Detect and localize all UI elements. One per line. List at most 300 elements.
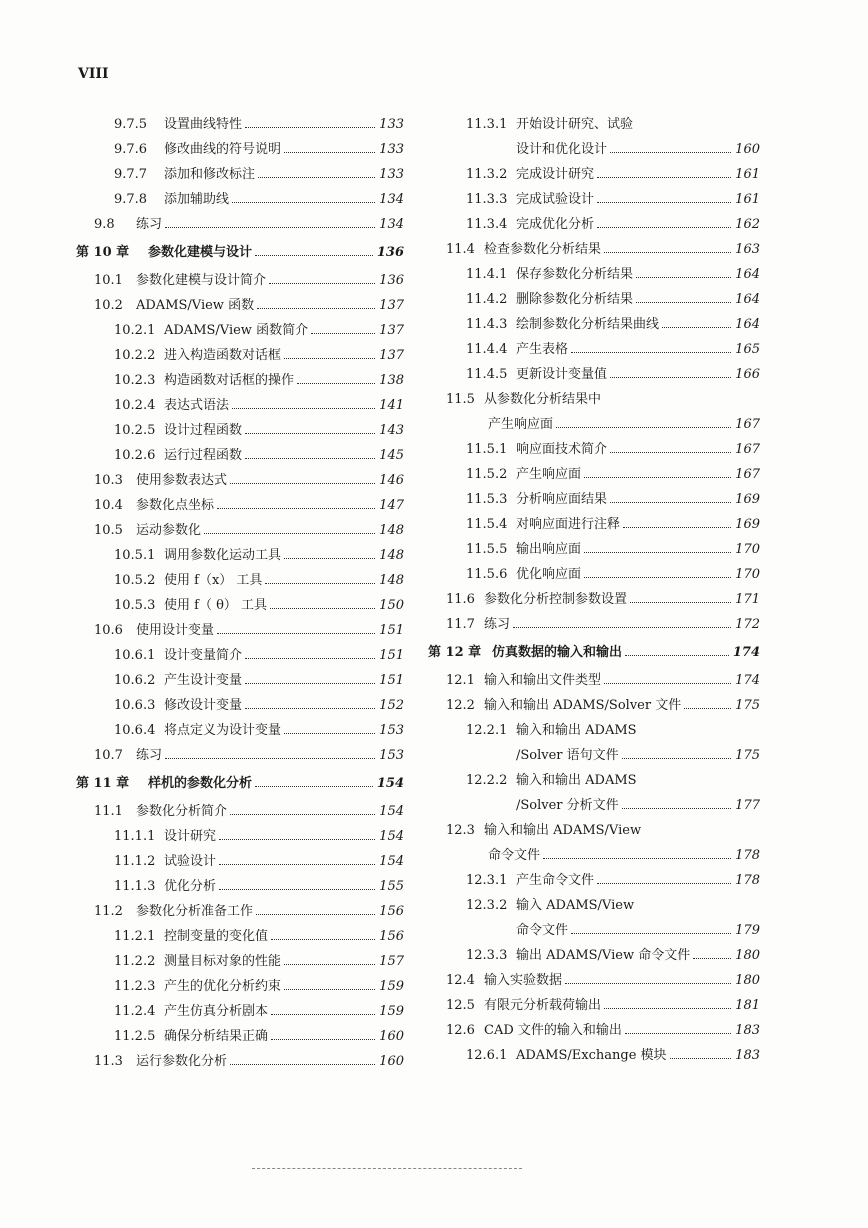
toc-entry [76,368,404,393]
toc-number: 12.3 [446,823,475,838]
toc-number: 11.4.5 [466,367,508,382]
leader-dots [219,839,375,840]
toc-number: 11.5.1 [466,442,508,457]
leader-dots [165,227,375,228]
toc-entry [76,568,404,593]
toc-title: 命令文件 [488,848,541,863]
toc-title: 确保分析结果正确 [164,1029,269,1044]
leader-dots [543,858,731,859]
toc-page-number: 167 [735,417,760,432]
toc-title: 产生设计变量 [164,673,243,688]
toc-page-number: 164 [735,292,760,307]
leader-dots [271,1039,375,1040]
leader-dots [604,252,731,253]
toc-number: 12.2.2 [466,773,508,788]
leader-dots [597,227,731,228]
toc-title: 优化响应面 [516,567,582,582]
toc-entry [428,1018,760,1043]
toc-title: 将点定义为设计变量 [164,723,282,738]
toc-entry [428,237,760,262]
toc-number: 11.1.1 [114,829,156,844]
toc-page-number: 141 [379,398,404,413]
toc-title: 输入和输出 ADAMS/Solver 文件 [484,698,682,713]
toc-title: 练习 [136,217,163,232]
toc-right-column [428,112,760,1068]
toc-title: 输入实验数据 [484,973,563,988]
page-number: VIII [78,66,109,82]
toc-number: 9.7.8 [114,192,148,207]
toc-title: 设计和优化设计 [516,142,608,157]
toc-entry [76,643,404,668]
toc-number: 11.4.4 [466,342,508,357]
toc-entry [428,462,760,487]
toc-entry [76,974,404,999]
toc-number: 10.6 [94,623,123,638]
leader-dots [556,427,731,428]
toc-entry [428,262,760,287]
toc-entry [428,893,760,943]
leader-dots [636,302,731,303]
toc-page-number: 133 [379,142,404,157]
leader-dots [265,583,375,584]
toc-page-number: 181 [735,998,760,1013]
toc-entry [76,799,404,824]
toc-page-number: 148 [379,548,404,563]
toc-page-number: 164 [735,267,760,282]
toc-page-number: 136 [376,245,404,260]
toc-number: 12.6.1 [466,1048,508,1063]
toc-number: 10.5.3 [114,598,156,613]
toc-entry [76,593,404,618]
leader-dots [636,277,731,278]
leader-dots [245,658,375,659]
leader-dots [219,864,375,865]
toc-number: 12.5 [446,998,475,1013]
toc-title: 对响应面进行注释 [516,517,621,532]
toc-title: 产生响应面 [516,467,582,482]
toc-page-number: 138 [379,373,404,388]
leader-dots [255,255,373,256]
toc-number: 11.5.4 [466,517,508,532]
toc-number: 11.3.3 [466,192,508,207]
toc-number: 10.2.4 [114,398,156,413]
toc-number: 12.3.2 [466,898,508,913]
toc-title: 构造函数对话框的操作 [164,373,295,388]
toc-page-number: 151 [379,673,404,688]
toc-entry [76,418,404,443]
toc-number: 10.5 [94,523,123,538]
leader-dots [693,958,731,959]
toc-number: 11.5.6 [466,567,508,582]
toc-title: 仿真数据的输入和输出 [492,645,623,660]
toc-number: 11.5.2 [466,467,508,482]
leader-dots [284,989,375,990]
toc-page-number: 174 [735,673,760,688]
toc-entry [428,562,760,587]
toc-number: 11.3.1 [466,117,508,132]
toc-title: 开始设计研究、试验 [516,117,634,132]
toc-title: /Solver 语句文件 [516,748,619,763]
toc-page-number: 137 [379,298,404,313]
leader-dots [610,452,731,453]
toc-page-number: 160 [379,1054,404,1069]
toc-entry [76,618,404,643]
toc-title: 输入和输出 ADAMS/View [484,823,642,838]
leader-dots [245,683,375,684]
toc-page-number: 148 [379,523,404,538]
toc-title: 产生表格 [516,342,569,357]
toc-number: 第 12 章 [428,645,482,660]
toc-page-number: 175 [735,698,760,713]
leader-dots [604,683,731,684]
toc-chapter-entry [428,637,760,668]
toc-page-number: 159 [379,1004,404,1019]
toc-entry [428,212,760,237]
toc-number: 9.7.6 [114,142,148,157]
leader-dots [571,933,731,934]
toc-page-number: 154 [379,854,404,869]
toc-title: 练习 [136,748,163,763]
toc-entry [76,162,404,187]
toc-page-number: 178 [735,848,760,863]
toc-page-number: 179 [735,923,760,938]
toc-page-number: 136 [379,273,404,288]
toc-page-number: 170 [735,567,760,582]
toc-number: 11.2.3 [114,979,156,994]
toc-page-number: 174 [732,645,760,660]
toc-page-number: 171 [735,592,760,607]
leader-dots [217,633,375,634]
toc-entry [76,493,404,518]
toc-title: 运动参数化 [136,523,202,538]
toc-entry [428,362,760,387]
toc-number: 11.1.3 [114,879,156,894]
toc-page-number: 154 [376,776,404,791]
leader-dots [625,655,729,656]
leader-dots [684,708,731,709]
toc-number: 9.8 [94,217,115,232]
leader-dots [297,383,375,384]
toc-title: 运行参数化分析 [136,1054,228,1069]
toc-title: 输出响应面 [516,542,582,557]
toc-entry [428,993,760,1018]
toc-number: 11.2.5 [114,1029,156,1044]
toc-number: 12.3.3 [466,948,508,963]
toc-entry [428,187,760,212]
toc-title: 响应面技术简介 [516,442,608,457]
leader-dots [245,708,375,709]
leader-dots [284,964,375,965]
toc-chapter-entry [76,237,404,268]
toc-entry [428,612,760,637]
leader-dots [284,358,375,359]
toc-title: 产生的优化分析约束 [164,979,282,994]
toc-title: 删除参数化分析结果 [516,292,634,307]
toc-number: 10.7 [94,748,123,763]
leader-dots [565,983,731,984]
toc-page-number: 161 [735,167,760,182]
toc-number: 10.6.2 [114,673,156,688]
toc-title: 调用参数化运动工具 [164,548,282,563]
leader-dots [662,327,731,328]
toc-page-number: 133 [379,117,404,132]
toc-page-number: 151 [379,623,404,638]
toc-entry [76,668,404,693]
toc-entry [76,924,404,949]
toc-title: ADAMS/View 函数简介 [164,323,309,338]
toc-page-number: 177 [735,798,760,813]
toc-page-number: 175 [735,748,760,763]
toc-entry [76,849,404,874]
toc-title: 表达式语法 [164,398,230,413]
toc-page-number: 148 [379,573,404,588]
toc-page-number: 166 [735,367,760,382]
leader-dots [219,889,375,890]
toc-entry [428,487,760,512]
leader-dots [513,627,731,628]
toc-title: 运行过程函数 [164,448,243,463]
toc-entry [76,899,404,924]
toc-title: 命令文件 [516,923,569,938]
toc-page-number: 133 [379,167,404,182]
toc-entry [428,818,760,868]
leader-dots [630,602,731,603]
leader-dots [271,939,375,940]
toc-entry [76,212,404,237]
toc-page-number: 155 [379,879,404,894]
toc-title: 进入构造函数对话框 [164,348,282,363]
leader-dots [622,758,732,759]
toc-number: 10.4 [94,498,123,513]
toc-number: 11.5.3 [466,492,508,507]
toc-entry [428,287,760,312]
toc-title: 参数化分析控制参数设置 [484,592,628,607]
toc-entry [76,293,404,318]
toc-entry [76,318,404,343]
toc-number: 10.1 [94,273,123,288]
leader-dots [622,808,732,809]
toc-entry [76,518,404,543]
toc-title: 控制变量的变化值 [164,929,269,944]
toc-title: 练习 [484,617,511,632]
toc-page-number: 183 [735,1023,760,1038]
leader-dots [165,758,375,759]
toc-title: ADAMS/View 函数 [136,298,255,313]
toc-number: 10.2 [94,298,123,313]
toc-entry [76,443,404,468]
toc-title: CAD 文件的输入和输出 [484,1023,622,1038]
leader-dots [597,883,731,884]
toc-page-number: 145 [379,448,404,463]
toc-page-number: 164 [735,317,760,332]
toc-title: 输入 ADAMS/View [516,898,635,913]
toc-entry [428,112,760,162]
leader-dots [217,508,375,509]
toc-title: 使用 f（ θ） 工具 [164,598,268,613]
toc-title: 添加辅助线 [164,192,230,207]
leader-dots [284,558,375,559]
leader-dots [584,552,731,553]
toc-page-number: 160 [379,1029,404,1044]
toc-title: 完成试验设计 [516,192,595,207]
toc-entry [76,187,404,212]
toc-title: 参数化建模与设计 [148,245,253,260]
toc-number: 10.6.4 [114,723,156,738]
leader-dots [232,408,375,409]
toc-title: 产生仿真分析剧本 [164,1004,269,1019]
toc-title: 完成设计研究 [516,167,595,182]
toc-number: 9.7.7 [114,167,148,182]
toc-page-number: 160 [735,142,760,157]
leader-dots [230,814,375,815]
toc-page-number: 146 [379,473,404,488]
toc-page-number: 167 [735,442,760,457]
leader-dots [255,786,373,787]
toc-title: /Solver 分析文件 [516,798,619,813]
toc-title: 完成优化分析 [516,217,595,232]
toc-page-number: 180 [735,948,760,963]
toc-entry [76,743,404,768]
toc-entry [428,943,760,968]
toc-page-number: 165 [735,342,760,357]
toc-entry [428,312,760,337]
toc-number: 9.7.5 [114,117,148,132]
toc-number: 10.3 [94,473,123,488]
toc-title: 设置曲线特性 [164,117,243,132]
leader-dots [270,608,375,609]
toc-title: ADAMS/Exchange 模块 [516,1048,667,1063]
toc-entry [76,268,404,293]
toc-number: 第 11 章 [76,776,130,791]
toc-number: 10.5.1 [114,548,156,563]
toc-page-number: 154 [379,829,404,844]
toc-entry [76,874,404,899]
toc-title: 绘制参数化分析结果曲线 [516,317,660,332]
toc-title: 设计研究 [164,829,217,844]
leader-dots [232,202,375,203]
toc-title: 添加和修改标注 [164,167,256,182]
toc-entry [428,387,760,437]
leader-dots [610,502,731,503]
footer-rule [252,1168,522,1169]
leader-dots [245,458,375,459]
toc-entry [428,768,760,818]
toc-entry [428,512,760,537]
toc-page-number: 157 [379,954,404,969]
leader-dots [670,1058,732,1059]
leader-dots [584,577,731,578]
toc-title: 保存参数化分析结果 [516,267,634,282]
toc-number: 12.2.1 [466,723,508,738]
toc-number: 11.1.2 [114,854,156,869]
toc-page-number: 170 [735,542,760,557]
toc-entry [428,718,760,768]
leader-dots [311,333,375,334]
toc-number: 11.6 [446,592,475,607]
toc-page-number: 137 [379,323,404,338]
leader-dots [230,1064,375,1065]
toc-number: 11.7 [446,617,475,632]
toc-page-number: 159 [379,979,404,994]
toc-title: 设计过程函数 [164,423,243,438]
toc-title: 分析响应面结果 [516,492,608,507]
toc-title: 优化分析 [164,879,217,894]
toc-entry [428,537,760,562]
toc-chapter-entry [76,768,404,799]
toc-number: 11.3 [94,1054,123,1069]
toc-number: 10.5.2 [114,573,156,588]
toc-title: 参数化分析准备工作 [136,904,254,919]
toc-page-number: 156 [379,929,404,944]
toc-page-number: 137 [379,348,404,363]
toc-page-number: 178 [735,873,760,888]
toc-number: 11.4 [446,242,475,257]
toc-number: 12.3.1 [466,873,508,888]
toc-page-number: 169 [735,517,760,532]
leader-dots [269,283,375,284]
toc-number: 11.4.1 [466,267,508,282]
toc-title: 测量目标对象的性能 [164,954,282,969]
toc-page-number: 147 [379,498,404,513]
toc-entry [76,343,404,368]
leader-dots [597,202,731,203]
toc-entry [76,999,404,1024]
toc-page-number: 180 [735,973,760,988]
toc-entry [76,824,404,849]
toc-number: 10.2.6 [114,448,156,463]
toc-title: 参数化点坐标 [136,498,215,513]
toc-page-number: 169 [735,492,760,507]
toc-number: 11.4.2 [466,292,508,307]
toc-page-number: 150 [379,598,404,613]
toc-entry [428,162,760,187]
leader-dots [204,533,375,534]
toc-number: 11.2 [94,904,123,919]
toc-entry [428,437,760,462]
toc-entry [76,693,404,718]
leader-dots [256,914,375,915]
leader-dots [230,483,375,484]
toc-number: 10.2.1 [114,323,156,338]
toc-title: 有限元分析载荷输出 [484,998,602,1013]
toc-page-number: 143 [379,423,404,438]
toc-title: 检查参数化分析结果 [484,242,602,257]
toc-left-column [76,112,404,1074]
toc-number: 11.3.2 [466,167,508,182]
toc-number: 11.2.4 [114,1004,156,1019]
toc-page-number: 167 [735,467,760,482]
toc-number: 11.4.3 [466,317,508,332]
toc-page-number: 134 [379,192,404,207]
toc-title: 输入和输出 ADAMS [516,773,637,788]
toc-entry [76,137,404,162]
toc-entry [76,1049,404,1074]
toc-number: 12.1 [446,673,475,688]
toc-number: 11.5.5 [466,542,508,557]
leader-dots [604,1008,731,1009]
leader-dots [284,152,375,153]
toc-number: 12.2 [446,698,475,713]
toc-title: 参数化分析简介 [136,804,228,819]
leader-dots [625,1033,731,1034]
toc-page-number: 156 [379,904,404,919]
toc-title: 产生命令文件 [516,873,595,888]
toc-entry [428,1043,760,1068]
toc-page-number: 153 [379,723,404,738]
toc-entry [76,1024,404,1049]
leader-dots [271,1014,375,1015]
toc-title: 设计变量简介 [164,648,243,663]
